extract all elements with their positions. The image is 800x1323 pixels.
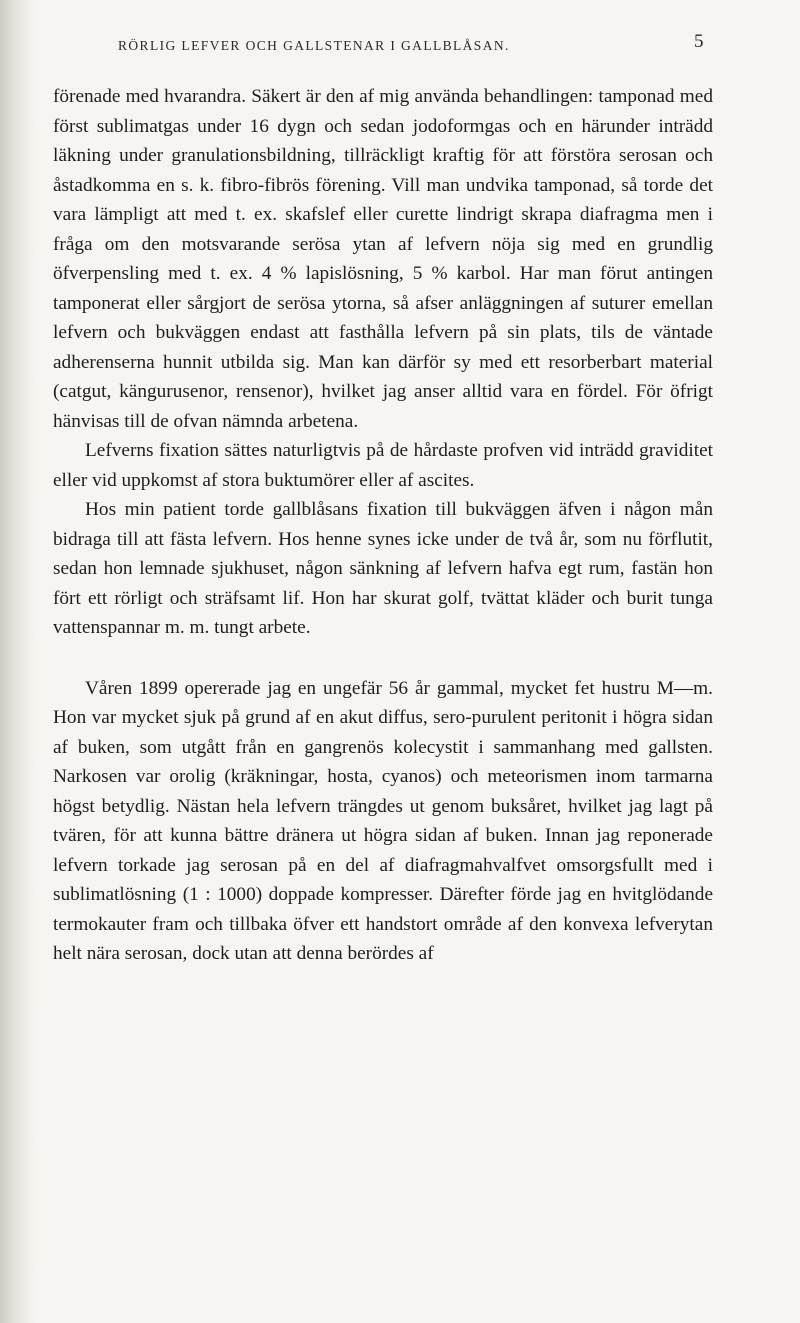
page-gutter-shadow [0,0,34,1323]
paragraph-case-1899: Våren 1899 opererade jag en ungefär 56 år gammal, mycket fet hustru M—m. Hon var mycket sjuk på grund af en akut diffus, sero-purulent peritonit i högra sidan af buken, som utgått från en gangrenös kolecystit i sammanhang med gallsten. Narkosen var orolig (kräkningar, hosta, cyanos) och meteorismen inom tarmarna högst betydlig. Nästan hela lefvern trängdes ut genom buksåret, hvilket jag lagt på tvären, för att kunna bättre dränera ut högra sidan af buken. Innan jag reponerade lefvern torkade jag serosan på en del af diafragmahvalfvet omsorgsfullt med i sublimatlösning (1 : 1000) doppade kompresser. Därefter förde jag en hvitglödande termokauter fram och tillbaka öfver ett handstort område af den konvexa lefverytan helt nära serosan, dock utan att denna berördes af [53,677,713,964]
paragraph-fixation: Lefverns fixation sättes naturligtvis på de hårdaste profven vid inträdd graviditet eller vid uppkomst af stora buktumörer eller af ascites. [53,440,713,491]
page-number: 5 [694,31,704,52]
running-head: RÖRLIG LEFVER OCH GALLSTENAR I GALLBLÅSAN. [118,38,510,53]
paragraph-patient: Hos min patient torde gallblåsans fixation till bukväggen äfven i någon mån bidraga till att fästa lefvern. Hos henne synes icke under de två år, som nu förflutit, sedan hon lemnade sjukhuset, någon sänkning af lefvern hafva egt rum, fastän hon fört ett rörligt och sträfsamt lif. Hon har skurat golf, tvättat kläder och burit tunga vattenspannar m. m. tungt arbete. [53,499,713,638]
body-text [53,82,713,969]
paragraph-continued: förenade med hvarandra. Säkert är den af mig använda behandlingen: tamponad med först sublimatgas under 16 dygn och sedan jodoformgas och en härunder inträdd läkning under granulationsbildning, tillräckligt kraftig för att förstöra serosan och åstadkomma en s. k. fibro-fibrös förening. Vill man undvika tamponad, så torde det vara lämpligt att med t. ex. skafslef eller curette lindrigt skrapa diafragma men i fråga om den motsvarande serösa ytan af lefvern nöja sig med en grundlig öfverpensling med t. ex. 4 % lapislösning, 5 % karbol. Har man förut antingen tamponerat eller sårgjort de serösa ytorna, så afser anläggningen af suturer emellan lefvern och bukväggen endast att fasthålla lefvern på sin plats, tils de väntade adherenserna hunnit utbilda sig. Man kan därför sy med ett resorberbart material (catgut, kängurusenor, rensenor), hvilket jag anser alltid vara en fördel. För öfrigt hänvisas till de ofvan nämnda arbetena. [53,86,713,432]
section-break [53,643,713,674]
